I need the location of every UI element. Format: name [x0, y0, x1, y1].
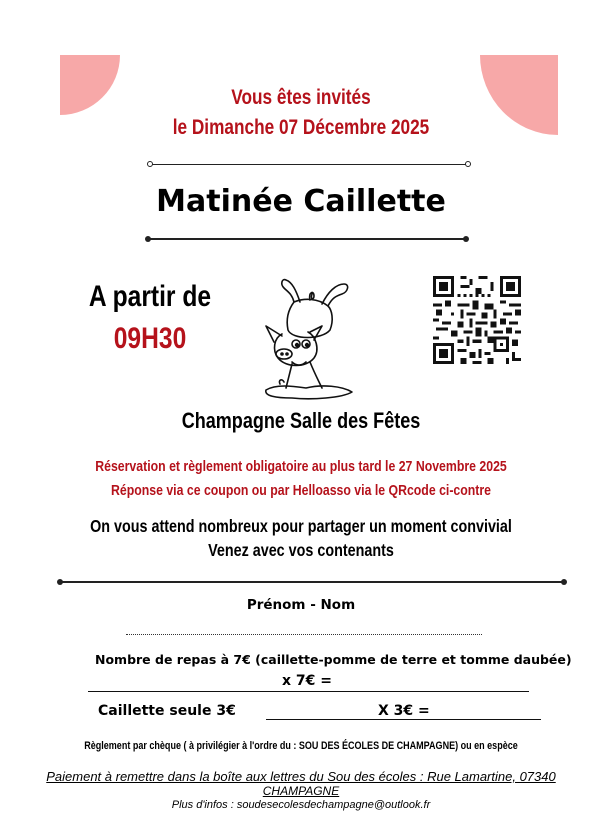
- invite-line-2: le Dimanche 07 Décembre 2025: [172, 116, 430, 139]
- name-field[interactable]: [126, 634, 482, 635]
- payment-deliver-line-1: Paiement à remettre dans la boîte aux lettres du Sou des écoles : Rue Lamartine, 07340: [46, 769, 556, 784]
- reservation-line-2: Réponse via ce coupon ou par Helloasso via le QRcode ci-contre: [110, 482, 492, 499]
- caillette-label: Caillette seule 3€: [98, 703, 236, 719]
- payment-deliver-line-2: CHAMPAGNE: [262, 784, 340, 798]
- meals-field[interactable]: [88, 691, 529, 692]
- reservation-line-1: Réservation et règlement obligatoire au plus tard le 27 Novembre 2025: [95, 458, 507, 475]
- event-time: 09H30: [113, 322, 187, 355]
- contact-info: Plus d'infos : soudesecolesdechampagne@outlook.fr: [171, 799, 431, 811]
- divider-under-title: [148, 238, 466, 240]
- from-label: A partir de: [88, 280, 212, 313]
- payment-cheque: Règlement par chèque ( à privilégier à l'ordre du : SOU DES ÉCOLES DE CHAMPAGNE) ou en espèce: [84, 740, 518, 752]
- event-title: Matinée Caillette: [156, 184, 446, 219]
- divider-top: [150, 164, 468, 165]
- name-label: Prénom - Nom: [246, 597, 356, 613]
- pig-handstand-icon: [252, 272, 362, 402]
- message-line-2: Venez avec vos contenants: [208, 540, 394, 560]
- invite-line-1: Vous êtes invités: [231, 86, 371, 109]
- meals-calc: x 7€ =: [282, 673, 332, 689]
- caillette-calc: X 3€ =: [378, 703, 430, 719]
- event-location: Champagne Salle des Fêtes: [181, 408, 421, 433]
- message-line-1: On vous attend nombreux pour partager un moment convivial: [90, 516, 512, 536]
- qr-code-icon[interactable]: [433, 276, 521, 364]
- divider-coupon: [60, 581, 564, 583]
- meals-label: Nombre de repas à 7€ (caillette-pomme de terre et tomme daubée): [95, 652, 572, 667]
- caillette-field[interactable]: [266, 719, 541, 720]
